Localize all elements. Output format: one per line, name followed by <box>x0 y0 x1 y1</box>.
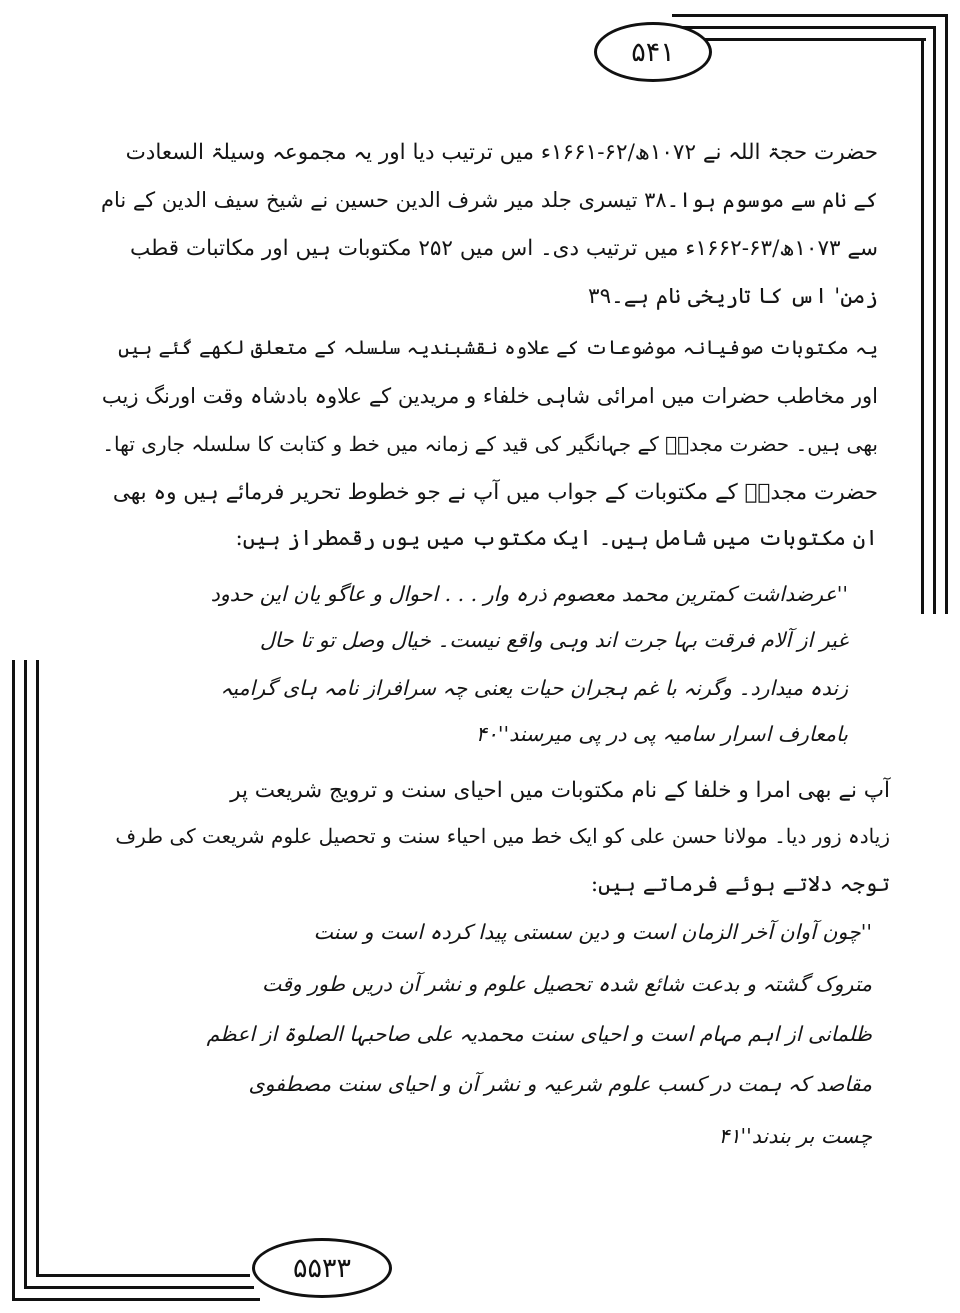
text-line: توجہ دلاتے ہوئے فرماتے ہیں: <box>590 872 890 897</box>
left-frame-line-middle <box>24 660 27 1288</box>
top-rule-inner <box>690 38 926 41</box>
right-frame-line-inner <box>921 38 924 614</box>
text-line: ''چون آوان آخر الزمان است و دین سستی پیدا کردہ است و سنت <box>313 920 872 944</box>
left-frame-line-inner <box>36 660 39 1276</box>
text-line: زیادہ زور دیا۔ مولانا حسن علی کو ایک خط میں احیاء سنت و تحصیل علوم شریعت کی طرف <box>115 824 890 848</box>
paragraph-2 <box>100 326 878 566</box>
bottom-rule-outer <box>12 1298 260 1301</box>
top-rule-outer <box>672 14 948 17</box>
right-frame-line-middle <box>933 26 936 614</box>
left-frame-line-outer <box>12 660 15 1300</box>
bottom-rule-middle <box>24 1286 254 1289</box>
text-line: ظلمانی از اہم مہام است و احیای سنت محمدیہ علی صاحبہا الصلوۃ از اعظم <box>206 1022 872 1046</box>
text-line: زمن' اس کا تاریخی نام ہے۔۳۹ <box>588 284 878 309</box>
text-line: زندہ میدارد۔ وگرنہ با غم ہجران حیات یعنی چہ سرافراز نامہ ہای گرامیہ <box>220 676 848 700</box>
text-line: ''عرضداشت کمترین محمد معصوم ذرہ وار . . . احوال و عاگو یان این حدود <box>210 582 848 606</box>
text-line: بھی ہیں۔ حضرت مجددؒ کے جہانگیر کی قید کے زمانہ میں خط و کتابت کا سلسلہ جاری تھا۔ <box>102 432 878 456</box>
bottom-rule-inner <box>36 1274 250 1277</box>
right-frame-line-outer <box>945 14 948 614</box>
quote-1 <box>130 574 848 764</box>
text-line: سے ۱۰۷۳ھ/۶۳-۱۶۶۲ء میں ترتیب دی۔ اس میں ۲۵۲ مکتوبات ہیں اور مکاتبات قطب <box>129 236 878 261</box>
text-line: بامعارف اسرار سامیہ پی در پی میرسند''۴۰ <box>475 722 848 746</box>
text-line: غیر از آلام فرقت بہا جرت اند وہی واقع نیست۔ خیال وصل تو تا حال <box>259 628 848 652</box>
text-line: مقاصد کہ ہمت در کسب علوم شرعیہ و نشر آن و احیای سنت مصطفوی <box>248 1072 872 1096</box>
paragraph-1 <box>100 130 878 320</box>
text-line: اور مخاطب حضرات میں امرائی شاہی خلفاء و مریدین کے علاوہ بادشاہ وقت اورنگ زیب <box>101 384 878 408</box>
top-rule-middle <box>680 26 936 29</box>
text-line: حضرت حجۃ اللہ نے ۱۰۷۲ھ/۶۲-۱۶۶۱ء میں ترتیب دیا اور یہ مجموعہ وسیلۃ السعادت <box>125 140 878 165</box>
text-line: یہ مکتوبات صوفیانہ موضوعات کے علاوہ نقشبندیہ سلسلہ کے متعلق لکھے گئے ہیں <box>118 336 878 359</box>
quote-2 <box>160 912 872 1172</box>
text-line: کے نام سے موسوم ہوا۔۳۸ تیسری جلد میر شرف الدین حسین نے شیخ سیف الدین کے نام <box>100 188 878 212</box>
page-number-bottom: ۵۵۳۳ <box>252 1238 392 1298</box>
page-number-top: ۵۴۱ <box>594 22 712 82</box>
text-line: ان مکتوبات میں شامل ہیں۔ ایک مکتوب میں یوں رقمطراز ہیں: <box>235 526 878 551</box>
paragraph-3 <box>100 770 890 910</box>
text-line: چست بر بندند''۴۱ <box>718 1124 872 1148</box>
text-line: آپ نے بھی امرا و خلفا کے نام مکتوبات میں احیای سنت و ترویج شریعت پر <box>230 778 890 803</box>
text-line: متروک گشتہ و بدعت شائع شدہ تحصیل علوم و نشر آن دریں طور وقت <box>261 972 872 996</box>
text-line: حضرت مجددؒ کے مکتوبات کے جواب میں آپ نے جو خطوط تحریر فرمائے ہیں وہ بھی <box>112 480 878 505</box>
